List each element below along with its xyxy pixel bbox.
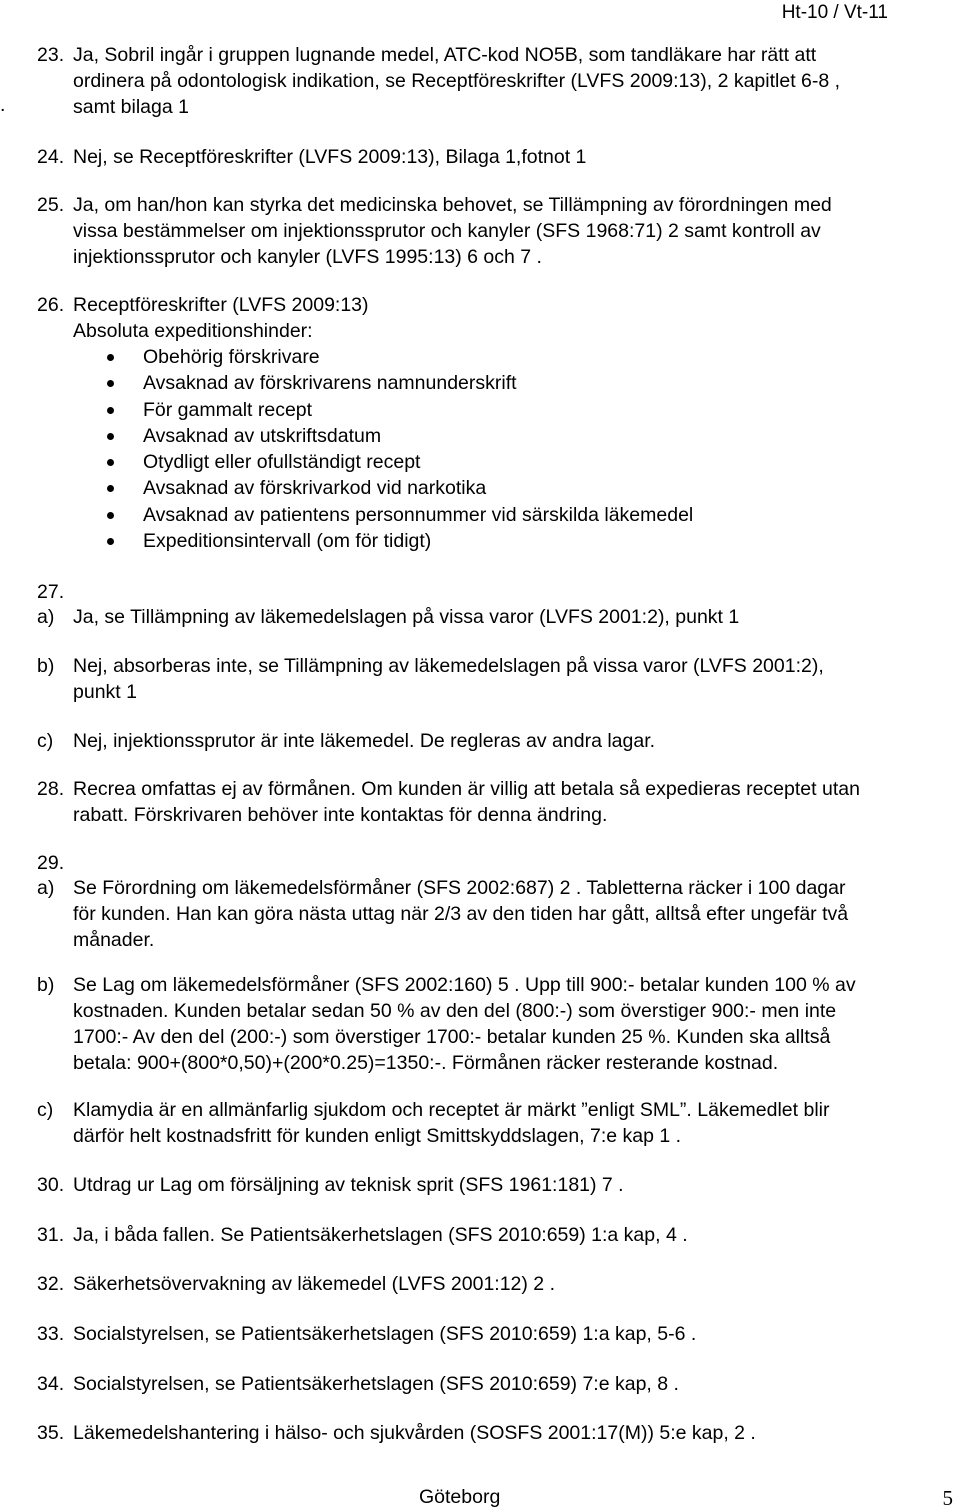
text-line: rabatt. Förskrivaren behöver inte kontaktas för denna ändring. — [73, 804, 608, 826]
answer-text — [73, 875, 943, 953]
answer-text — [73, 972, 943, 1076]
text-line: vissa bestämmelser om injektionssprutor och kanyler (SFS 1968:71) 2 samt kontroll av — [73, 220, 821, 242]
answer-text — [73, 1420, 943, 1446]
answer-number: 27. — [37, 581, 65, 603]
answer-text — [73, 42, 943, 120]
answer-number: 26. — [37, 294, 65, 316]
text-line: därför helt kostnadsfritt för kunden enligt Smittskyddslagen, 7:e kap 1 . — [73, 1125, 682, 1147]
sub-label: c) — [37, 1099, 54, 1121]
answer-number: 31. — [37, 1224, 65, 1246]
bullet-icon — [107, 433, 114, 440]
answer-number: 25. — [37, 194, 65, 216]
answer-text — [73, 653, 943, 705]
text-line: Ja, se Tillämpning av läkemedelslagen på vissa varor (LVFS 2001:2), punkt 1 — [73, 606, 740, 628]
answer-text — [73, 1321, 943, 1347]
answer-text — [73, 292, 943, 344]
answer-text — [73, 144, 943, 170]
answer-text — [73, 1271, 943, 1297]
bullet-icon — [107, 538, 114, 545]
text-line: Ja, om han/hon kan styrka det medicinska behovet, se Tillämpning av förordningen med — [73, 194, 832, 216]
list-item-label: Otydligt eller ofullständigt recept — [143, 451, 421, 474]
list-item-label: För gammalt recept — [143, 398, 313, 421]
sub-label: b) — [37, 655, 55, 677]
text-line: betala: 900+(800*0,50)+(200*0.25)=1350:-. Förmånen räcker resterande kostnad. — [73, 1052, 779, 1074]
text-line: Se Förordning om läkemedelsförmåner (SFS 2002:687) 2 . Tabletterna räcker i 100 dagar — [73, 877, 846, 899]
text-line: Ja, Sobril ingår i gruppen lugnande medel, ATC-kod NO5B, som tandläkare har rätt att — [73, 44, 817, 66]
answer-number: 32. — [37, 1273, 65, 1295]
list-item-label: Obehörig förskrivare — [143, 346, 320, 368]
answer-text — [73, 604, 943, 630]
list-item — [107, 449, 693, 475]
answer-text — [73, 192, 943, 270]
page-number: 5 — [942, 1486, 953, 1510]
subheading: Absoluta expeditionshinder: — [73, 320, 313, 342]
list-item — [107, 397, 693, 423]
text-line: Klamydia är en allmänfarlig sjukdom och receptet är märkt ”enligt SML”. Läkemedlet blir — [73, 1099, 830, 1121]
answer-number: 34. — [37, 1373, 65, 1395]
text-line: punkt 1 — [73, 681, 137, 703]
sub-label: c) — [37, 730, 54, 752]
list-item-label: Avsaknad av utskriftsdatum — [143, 424, 382, 447]
text-line: 1700:- Av den del (200:-) som överstiger 1700:- betalar kunden 25 %. Kunden ska alltså — [73, 1026, 831, 1048]
list-item — [107, 370, 693, 396]
sub-label: b) — [37, 974, 55, 996]
text-line: för kunden. Han kan göra nästa uttag när 2/3 av den tiden har gått, alltså efter ungefär två — [73, 903, 849, 925]
sub-label: a) — [37, 877, 55, 899]
text-line: Recrea omfattas ej av förmånen. Om kunden är villig att betala så expedieras receptet utan — [73, 778, 860, 800]
list-item — [107, 475, 693, 501]
answer-number: 29. — [37, 852, 65, 874]
text-line: Se Lag om läkemedelsförmåner (SFS 2002:160) 5 . Upp till 900:- betalar kunden 100 % av — [73, 974, 856, 996]
text-line: Säkerhetsövervakning av läkemedel (LVFS 2001:12) 2 . — [73, 1273, 555, 1295]
list-item — [107, 344, 693, 370]
text-line: Nej, absorberas inte, se Tillämpning av läkemedelslagen på vissa varor (LVFS 2001:2), — [73, 655, 824, 677]
stray-mark: . — [0, 94, 6, 116]
answer-number: 30. — [37, 1174, 65, 1196]
text-line: Utdrag ur Lag om försäljning av teknisk sprit (SFS 1961:181) 7 . — [73, 1174, 624, 1196]
answer-text — [73, 1222, 943, 1248]
footer-location: Göteborg — [419, 1486, 501, 1508]
list-item-label: Avsaknad av förskrivarkod vid narkotika — [143, 477, 487, 500]
bullet-icon — [107, 485, 114, 492]
text-line: injektionssprutor och kanyler (LVFS 1995:13) 6 och 7 . — [73, 246, 542, 268]
list-item-label: Expeditionsintervall (om för tidigt) — [143, 530, 432, 553]
answer-text — [73, 776, 943, 828]
text-line: Nej, injektionssprutor är inte läkemedel. De regleras av andra lagar. — [73, 730, 656, 752]
answer-text — [73, 1371, 943, 1397]
bullet-icon — [107, 354, 114, 361]
answer-number: 33. — [37, 1323, 65, 1345]
bullet-icon — [107, 407, 114, 414]
expedition-obstacles-list — [107, 344, 693, 554]
list-item — [107, 528, 693, 554]
answer-number: 23. — [37, 44, 65, 66]
answer-text — [73, 1097, 943, 1149]
text-line: samt bilaga 1 — [73, 96, 189, 118]
text-line: Läkemedelshantering i hälso- och sjukvården (SOSFS 2001:17(M)) 5:e kap, 2 . — [73, 1422, 756, 1444]
list-item — [107, 423, 693, 449]
running-header: Ht-10 / Vt-11 — [781, 2, 888, 23]
text-line: kostnaden. Kunden betalar sedan 50 % av den del (800:-) som överstiger 900:- men inte — [73, 1000, 837, 1022]
bullet-icon — [107, 459, 114, 466]
answer-number: 24. — [37, 146, 65, 168]
answer-number: 35. — [37, 1422, 65, 1444]
text-line: månader. — [73, 929, 155, 951]
text-line: Socialstyrelsen, se Patientsäkerhetslagen (SFS 2010:659) 7:e kap, 8 . — [73, 1373, 679, 1395]
sub-label: a) — [37, 606, 55, 628]
text-line: Nej, se Receptföreskrifter (LVFS 2009:13), Bilaga 1,fotnot 1 — [73, 146, 587, 168]
text-line: Receptföreskrifter (LVFS 2009:13) — [73, 294, 369, 316]
text-line: Ja, i båda fallen. Se Patientsäkerhetslagen (SFS 2010:659) 1:a kap, 4 . — [73, 1224, 688, 1246]
text-line: Socialstyrelsen, se Patientsäkerhetslagen (SFS 2010:659) 1:a kap, 5-6 . — [73, 1323, 697, 1345]
bullet-icon — [107, 512, 114, 519]
bullet-icon — [107, 380, 114, 387]
list-item — [107, 502, 693, 528]
text-line: ordinera på odontologisk indikation, se Receptföreskrifter (LVFS 2009:13), 2 kapitlet 6-8 , — [73, 70, 841, 92]
list-item-label: Avsaknad av förskrivarens namnunderskrift — [143, 372, 517, 395]
answer-number: 28. — [37, 778, 65, 800]
list-item-label: Avsaknad av patientens personnummer vid särskilda läkemedel — [143, 503, 694, 526]
answer-text — [73, 1172, 943, 1198]
answer-text — [73, 728, 943, 754]
